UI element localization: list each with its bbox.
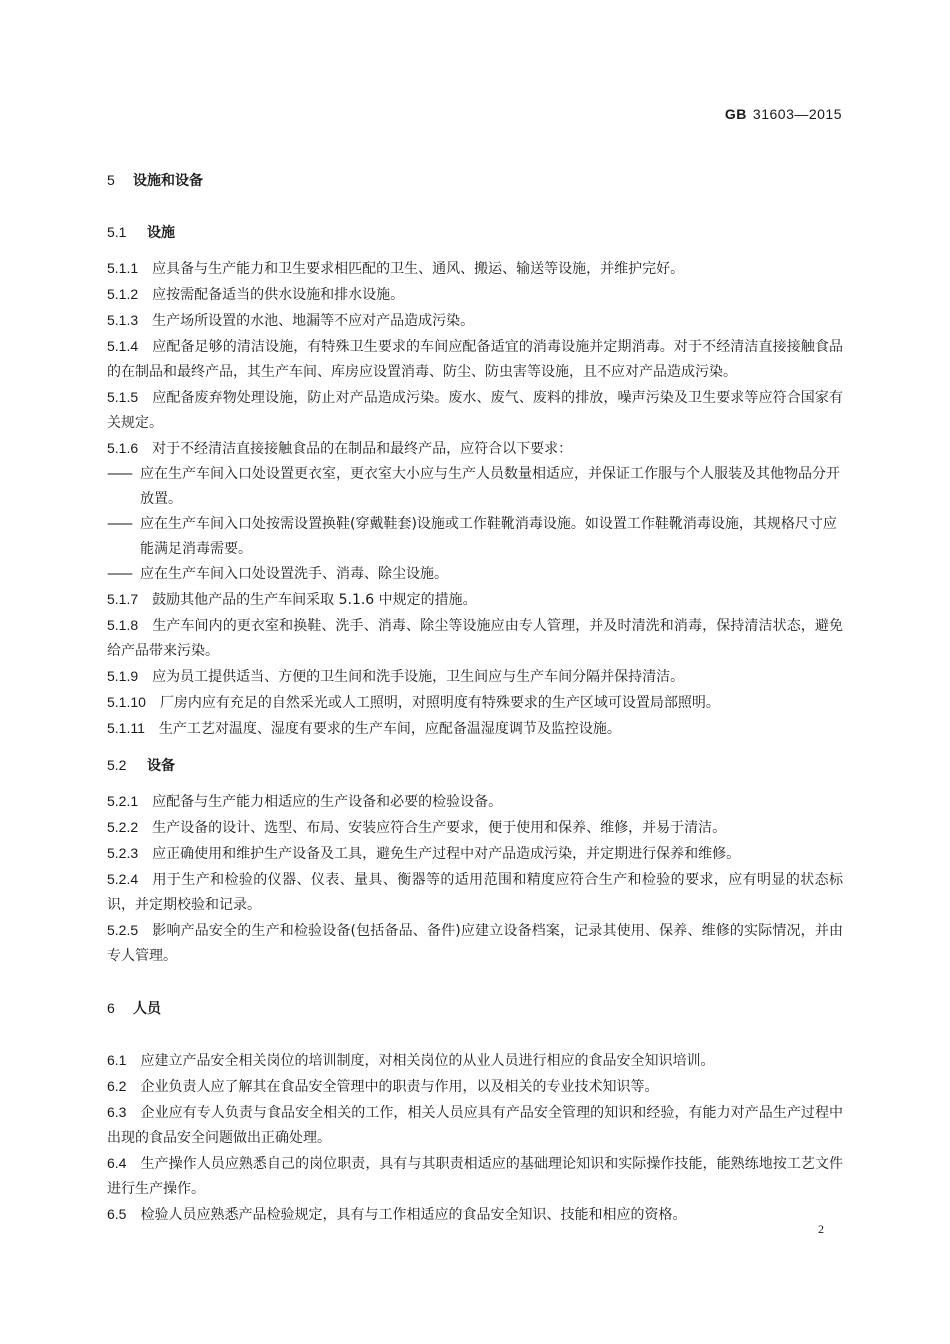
clause-number: 5.2.2 <box>107 819 139 835</box>
dash-mark: —— <box>107 566 131 582</box>
dash-list-item <box>107 512 843 562</box>
clause-number: 6.4 <box>107 1155 127 1171</box>
clause-number: 6.2 <box>107 1078 127 1094</box>
clause-number: 5.1.1 <box>107 260 139 276</box>
section-title: 设施 <box>147 225 175 241</box>
clause-text: 生产工艺对温度、湿度有要求的生产车间，应配备温湿度调节及监控设施。 <box>158 721 621 737</box>
clause-5-1-5 <box>107 385 843 436</box>
clause-text: 生产场所设置的水池、地漏等不应对产品造成污染。 <box>152 313 475 329</box>
dash-list-item <box>107 462 843 512</box>
section-6-heading <box>107 996 843 1021</box>
clause-text: 应为员工提供适当、方便的卫生间和洗手设施，卫生间应与生产车间分隔并保持清洁。 <box>152 669 685 685</box>
clause-text: 应建立产品安全相关岗位的培训制度，对相关岗位的从业人员进行相应的食品安全知识培训。 <box>140 1053 715 1069</box>
clause-number: 5.2.5 <box>107 922 139 938</box>
dash-mark: —— <box>107 466 131 482</box>
clause-number: 5.1.2 <box>107 286 139 302</box>
section-title: 设施和设备 <box>133 173 203 189</box>
clause-number: 5.1.7 <box>107 591 139 607</box>
clause-text: 厂房内应有充足的自然采光或人工照明，对照明度有特殊要求的生产区域可设置局部照明。 <box>159 695 720 711</box>
clause-5-1-9 <box>107 664 843 690</box>
clause-5-2-3 <box>107 841 843 867</box>
clause-5-1-1 <box>107 256 843 282</box>
standard-number: 31603—2015 <box>752 106 842 122</box>
clause-6-4 <box>107 1151 843 1202</box>
clause-text: 企业应有专人负责与食品安全相关的工作，相关人员应具有产品安全管理的知识和经验，有能力对产品生产过程中出现的食品安全问题做出正确处理。 <box>107 1105 843 1146</box>
clause-6-2 <box>107 1074 843 1100</box>
clause-text: 生产设备的设计、选型、布局、安装应符合生产要求，便于使用和保养、维修，并易于清洁。 <box>152 820 727 836</box>
clause-6-3 <box>107 1100 843 1151</box>
clause-5-1-4 <box>107 334 843 385</box>
clause-text: 对于不经清洁直接接触食品的在制品和最终产品，应符合以下要求： <box>152 441 573 457</box>
clause-number: 5.1.4 <box>107 338 139 354</box>
clause-number: 6.3 <box>107 1104 127 1120</box>
clause-5-2-2 <box>107 815 843 841</box>
clause-text: 影响产品安全的生产和检验设备(包括备品、备件)应建立设备档案，记录其使用、保养、维修的实际情况，并由专人管理。 <box>107 923 843 964</box>
dash-list-item <box>107 562 843 587</box>
section-5-2-heading <box>107 753 843 778</box>
dash-text: 应在生产车间入口处设置更衣室，更衣室大小应与生产人员数量相适应，并保证工作服与个人服装及其他物品分开放置。 <box>140 466 840 507</box>
section-title: 设备 <box>147 758 175 774</box>
clause-text: 应配备足够的清洁设施，有特殊卫生要求的车间应配备适宜的消毒设施并定期消毒。对于不经清洁直接接触食品的在制品和最终产品，其生产车间、库房应设置消毒、防尘、防虫害等设施，且不应对产品造成污染。 <box>107 339 843 380</box>
clause-5-1-2 <box>107 282 843 308</box>
clause-5-1-10 <box>107 690 843 716</box>
clause-number: 5.1.3 <box>107 312 139 328</box>
dash-text: 应在生产车间入口处按需设置换鞋(穿戴鞋套)设施或工作鞋靴消毒设施。如设置工作鞋靴消毒设施，其规格尺寸应能满足消毒需要。 <box>140 516 837 557</box>
clause-text: 鼓励其他产品的生产车间采取 5.1.6 中规定的措施。 <box>152 592 477 608</box>
section-title: 人员 <box>133 1001 161 1017</box>
clause-text: 企业负责人应了解其在食品安全管理中的职责与作用，以及相关的专业技术知识等。 <box>140 1079 659 1095</box>
standard-prefix: GB <box>724 106 747 122</box>
clause-number: 5.2.1 <box>107 793 139 809</box>
section-5-1-heading <box>107 220 843 245</box>
clause-number: 5.1.10 <box>107 694 146 710</box>
section-5-heading <box>107 168 843 193</box>
clause-6-5 <box>107 1202 843 1228</box>
section-number: 6 <box>107 1000 115 1016</box>
dash-mark: —— <box>107 516 131 532</box>
clause-text: 应按需配备适当的供水设施和排水设施。 <box>152 287 405 303</box>
page-number: 2 <box>818 1222 824 1236</box>
clause-number: 5.2.4 <box>107 871 139 887</box>
clause-number: 5.1.9 <box>107 668 139 684</box>
clause-number: 5.2.3 <box>107 845 139 861</box>
clause-number: 5.1.6 <box>107 440 139 456</box>
clause-number: 5.1.5 <box>107 389 139 405</box>
clause-5-2-5 <box>107 918 843 969</box>
clause-number: 5.1.8 <box>107 617 139 633</box>
standard-code <box>725 106 842 122</box>
clause-text: 应配备与生产能力相适应的生产设备和必要的检验设备。 <box>152 794 503 810</box>
clause-5-1-3 <box>107 308 843 334</box>
section-number: 5.1 <box>107 224 127 240</box>
clause-text: 应正确使用和维护生产设备及工具，避免生产过程中对产品造成污染，并定期进行保养和维修。 <box>152 846 741 862</box>
document-body <box>107 168 843 1228</box>
clause-6-1 <box>107 1048 843 1074</box>
clause-text: 应配备废弃物处理设施，防止对产品造成污染。废水、废气、废料的排放，噪声污染及卫生要求等应符合国家有关规定。 <box>107 390 843 431</box>
clause-5-2-4 <box>107 867 843 918</box>
clause-number: 6.5 <box>107 1206 127 1222</box>
clause-5-1-7 <box>107 587 843 613</box>
section-number: 5.2 <box>107 757 127 773</box>
clause-5-2-1 <box>107 789 843 815</box>
clause-text: 应具备与生产能力和卫生要求相匹配的卫生、通风、搬运、输送等设施，并维护完好。 <box>152 261 685 277</box>
clause-5-1-11 <box>107 716 843 742</box>
clause-text: 用于生产和检验的仪器、仪表、量具、衡器等的适用范围和精度应符合生产和检验的要求，应有明显的状态标识，并定期校验和记录。 <box>107 872 843 913</box>
clause-text: 生产车间内的更衣室和换鞋、洗手、消毒、除尘等设施应由专人管理，并及时清洗和消毒，保持清洁状态，避免给产品带来污染。 <box>107 618 843 659</box>
dash-text: 应在生产车间入口处设置洗手、消毒、除尘设施。 <box>140 566 448 582</box>
clause-text: 生产操作人员应熟悉自己的岗位职责，具有与其职责相适应的基础理论知识和实际操作技能，能熟练地按工艺文件进行生产操作。 <box>107 1156 843 1197</box>
clause-number: 5.1.11 <box>107 720 145 736</box>
clause-5-1-8 <box>107 613 843 664</box>
clause-text: 检验人员应熟悉产品检验规定，具有与工作相适应的食品安全知识、技能和相应的资格。 <box>140 1207 687 1223</box>
clause-5-1-6 <box>107 436 843 462</box>
clause-number: 6.1 <box>107 1052 127 1068</box>
section-number: 5 <box>107 172 115 188</box>
